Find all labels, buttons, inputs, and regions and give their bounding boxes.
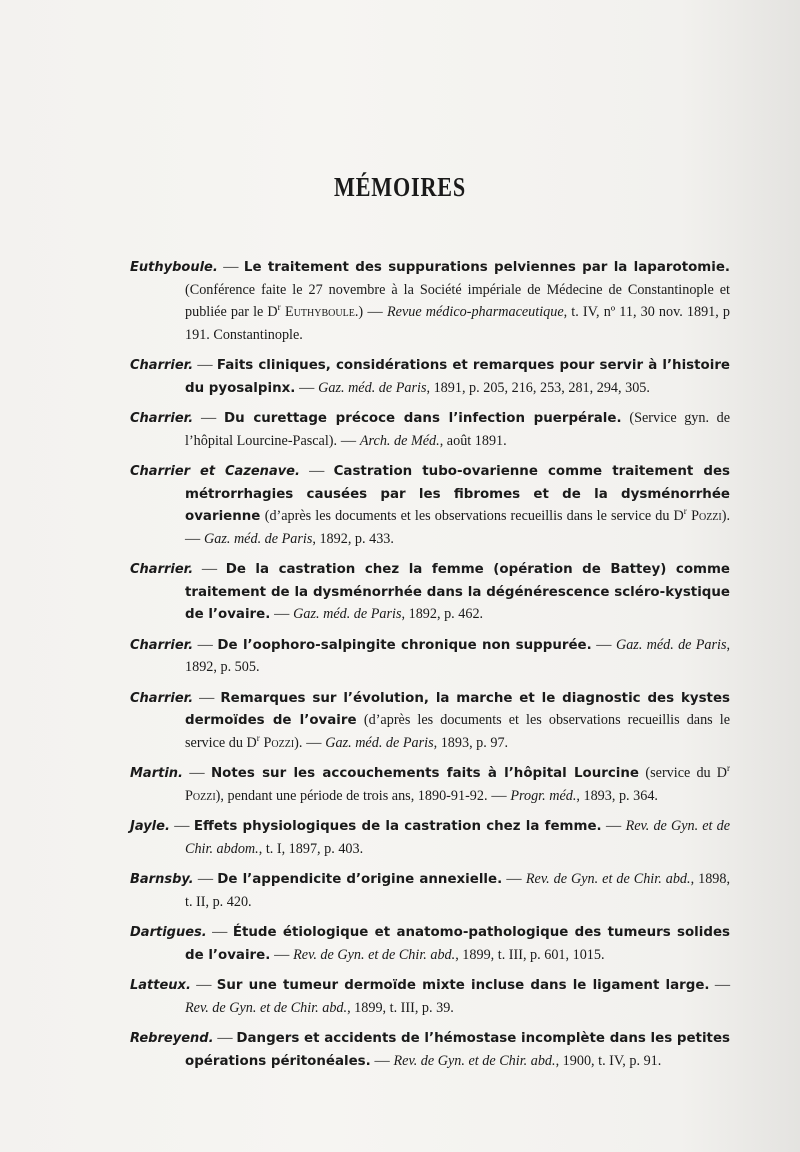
entry-author: Charrier et Cazenave. [130,464,300,479]
page-title: MÉMOIRES [333,172,467,202]
entry-note-end: ). [294,734,303,751]
entry-note-end: ), pendant une période de trois ans, 1890-91-92. [215,787,488,804]
entry-reference: , août 1891. [439,432,507,449]
entry-author: Charrier. [130,637,194,653]
entry-title: De l’oophoro-salpingite chronique non suppurée. [217,637,592,653]
entry-journal: Gaz. méd. de Paris [615,636,727,653]
entry-note-name: Pozzi [185,787,216,804]
entry-journal: Rev. de Gyn. et de Chir. abd. [185,999,348,1016]
entry-author: Latteux. [130,978,191,993]
entry-note: (d’après les documents et les observations recueillis dans le service du D [264,508,684,524]
entry-author: Euthyboule. [130,260,218,275]
entry-title: Faits cliniques, considérations et remarques pour servir à l’histoire du pyosalpinx. [185,358,731,396]
entry-reference: , 1891, p. 205, 216, 253, 281, 294, 305. [426,379,650,396]
entry-note: (d’après les documents et les observations recueillis dans le service du D [185,712,730,751]
entry-reference: , 1899, t. III, p. 39. [347,999,454,1016]
entry-journal: Gaz. méd. de Paris [293,606,402,622]
bibliography-entry: Charrier. — Faits cliniques, considérations et remarques pour servir à l’histoire du pyosalpinx. — Gaz. méd. de Paris, 1891, p. 205, 216, 253, 281, 294, 305. [130,356,731,396]
entry-title: Remarques sur l’évolution, la marche et le diagnostic des kystes dermoïdes de l’ovaire [185,690,731,728]
entry-journal: Gaz. méd. de Paris [203,530,313,547]
entry-journal: Rev. de Gyn. et de Chir. abdom. [185,818,731,857]
entry-title: Castration tubo-ovarienne comme traitement des métrorrhagies causées par les fibromes et de la dysménorrhée ovarienne [185,464,730,524]
entry-note-superscript: r [256,732,260,743]
entry-note-end: ). [721,508,731,524]
entry-reference: , 1898, t. II, p. 420. [185,871,731,910]
bibliography-entry: Euthyboule. — Le traitement des suppurations pelviennes par la laparotomie. (Conférence faite le 27 novembre à la Société impériale de Médecine de Constantinople et publiée par le $D^r$ Euthyboule.) — Revue médico-pharmaceutique, t. IV, nº 11, 30 nov. 1891, p 191. Constantinople. [130,258,731,343]
entry-journal: Revue médico-pharmaceutique [387,304,564,320]
bibliography-list [130,256,730,1080]
entry-reference: , 1893, p. 97. [433,734,509,751]
entry-journal: Gaz. méd. de Paris [325,734,434,751]
entry-title: Du curettage précoce dans l’infection puerpérale. [224,411,622,426]
entry-note-name: Euthyboule [285,304,355,320]
entry-note-name: Pozzi [691,508,722,524]
bibliography-entry: Dartigues. — Étude étiologique et anatomo-pathologique des tumeurs solides de l’ovaire. — Rev. de Gyn. et de Chir. abd., 1899, t. III, p. 601, 1015. [130,923,730,963]
entry-reference: , 1893, p. 364. [576,787,658,804]
entry-title: Notes sur les accouchements faits à l’hôpital Lourcine [210,766,639,781]
bibliography-entry: Charrier. — De l’oophoro-salpingite chronique non suppurée. — Gaz. méd. de Paris, 1892, p. 505. [130,635,731,675]
bibliography-entry: Latteux. — Sur une tumeur dermoïde mixte incluse dans le ligament large. — Rev. de Gyn. et de Chir. abd., 1899, t. III, p. 39. [130,976,731,1016]
entry-reference: , 1892, p. 505. [185,636,731,675]
entry-note-end: .) [354,304,364,320]
entry-title: Étude étiologique et anatomo-pathologique des tumeurs solides de l’ovaire. [185,925,730,963]
entry-reference: , 1892, p. 433. [312,530,394,547]
entry-title: Dangers et accidents de l’hémostase incomplète dans les petites opérations péritonéales. [185,1031,730,1069]
entry-author: Martin. [130,766,183,781]
bibliography-entry: Martin. — Notes sur les accouchements faits à l’hôpital Lourcine (service du $D^r$ Pozzi), pendant une période de trois ans, 1890-91-92. — Progr. méd., 1893, p. 364. [130,762,731,804]
entry-author: Charrier. [130,358,194,373]
bibliography-entry: Charrier. — Remarques sur l’évolution, la marche et le diagnostic des kystes dermoïdes de l’ovaire (d’après les documents et les observations recueillis dans le service du $D^r$ Pozzi). — Gaz. méd. de Paris, 1893, p. 97. [130,688,731,751]
entry-title: Effets physiologiques de la castration chez la femme. [193,819,602,834]
entry-note-superscript: r [683,505,687,516]
bibliography-entry: Rebreyend. — Dangers et accidents de l’hémostase incomplète dans les petites opérations péritonéales. — Rev. de Gyn. et de Chir. abd., 1900, t. IV, p. 91. [130,1029,730,1069]
entry-title: De l’appendicite d’origine annexielle. [217,872,503,887]
entry-reference: , t. I, 1897, p. 403. [258,840,364,857]
entry-title: De la castration chez la femme (opération de Battey) comme traitement de la dysménorrhée dans la dégénérescence scléro-kystique de l’ovaire. [185,562,730,622]
entry-note: (service du D [645,765,728,781]
entry-title: Le traitement des suppurations pelviennes par la laparotomie. [243,260,731,275]
entry-author: Jayle. [130,819,170,834]
entry-journal: Rev. de Gyn. et de Chir. abd. [393,1052,556,1069]
entry-author: Rebreyend. [130,1031,214,1046]
entry-reference: , 1899, t. III, p. 601, 1015. [455,946,605,963]
entry-reference: , 1892, p. 462. [401,606,484,622]
bibliography-entry: Charrier. — Du curettage précoce dans l’infection puerpérale. (Service gyn. de l’hôpital Lourcine-Pascal). — Arch. de Méd., août 1891. [130,409,730,449]
entry-reference: , 1900, t. IV, p. 91. [555,1052,662,1069]
entry-journal: Gaz. méd. de Paris [318,379,427,396]
bibliography-entry: Charrier. — De la castration chez la femme (opération de Battey) comme traitement de la dysménorrhée dans la dégénérescence scléro-kystique de l’ovaire. — Gaz. méd. de Paris, 1892, p. 462. [130,560,730,622]
entry-journal: Progr. méd. [510,787,577,804]
entry-author: Charrier. [130,690,194,706]
entry-title: Sur une tumeur dermoïde mixte incluse dans le ligament large. [216,978,710,993]
bibliography-entry: Charrier et Cazenave. — Castration tubo-ovarienne comme traitement des métrorrhagies causées par les fibromes et de la dysménorrhée ovarienne (d’après les documents et les observations recueillis dans le service du $D^r$ Pozzi). — Gaz. méd. de Paris, 1892, p. 433. [130,462,731,547]
bibliography-entry: Jayle. — Effets physiologiques de la castration chez la femme. — Rev. de Gyn. et de Chir. abdom., t. I, 1897, p. 403. [130,817,731,857]
entry-note-superscript: r [727,762,731,773]
entry-reference: , t. IV, nº 11, 30 nov. 1891, p 191. Constantinople. [185,304,731,343]
entry-author: Dartigues. [130,925,207,940]
entry-author: Charrier. [130,562,194,577]
entry-journal: Rev. de Gyn. et de Chir. abd. [293,946,456,963]
entry-author: Charrier. [130,411,194,426]
bibliography-entry: Barnsby. — De l’appendicite d’origine annexielle. — Rev. de Gyn. et de Chir. abd., 1898, t. II, p. 420. [130,870,731,910]
entry-journal: Arch. de Méd. [359,432,440,449]
entry-note: (Conférence faite le 27 novembre à la Société impériale de Médecine de Constantinople et publiée par le D [185,281,730,320]
entry-note: (Service gyn. de l’hôpital Lourcine-Pascal). [185,410,730,449]
entry-note-superscript: r [277,301,281,312]
entry-journal: Rev. de Gyn. et de Chir. abd. [525,871,691,887]
entry-author: Barnsby. [130,872,194,887]
entry-note-name: Pozzi [263,734,295,751]
